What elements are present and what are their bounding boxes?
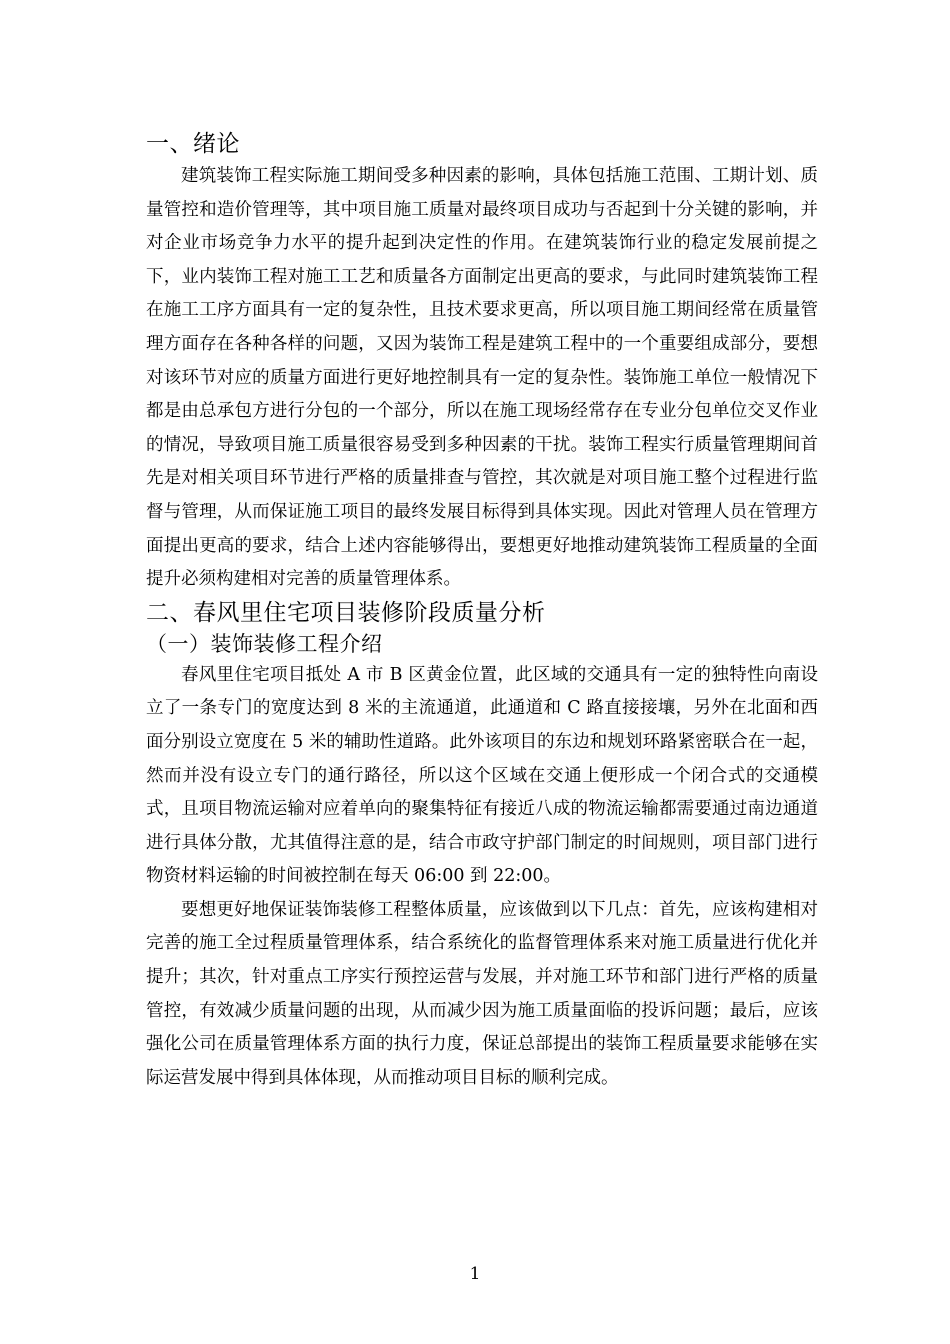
section-heading-introduction: 一、绪论	[146, 131, 240, 157]
page-content	[146, 128, 818, 1095]
subsection-heading-project-introduction: （一）装饰装修工程介绍	[146, 631, 383, 656]
quality-measures-paragraph: 要想更好地保证装饰装修工程整体质量，应该做到以下几点：首先，应该构建相对完善的施工全过程质量管理体系，结合系统化的监督管理体系来对施工质量进行优化并提升；其次，针对重点工序实行预控运营与发展，并对施工环节和部门进行严格的质量管控，有效减少质量问题的出现，从而减少因为施工质量面临的投诉问题；最后，应该强化公司在质量管理体系方面的执行力度，保证总部提出的装饰工程质量要求能够在实际运营发展中得到具体体现，从而推动项目目标的顺利完成。	[146, 899, 818, 1088]
project-location-paragraph: 春风里住宅项目抵处 A 市 B 区黄金位置，此区域的交通具有一定的独特性向南设立了一条专门的宽度达到 8 米的主流通道，此通道和 C 路直接接壤，另外在北面和西面分别设立宽度在 5 米的辅助性道路。此外该项目的东边和规划环路紧密联合在一起，然而并没有设立专门的通行路径，所以这个区域在交通上便形成一个闭合式的交通模式，且项目物流运输对应着单向的聚集特征有接近八成的物流运输都需要通过南边通道进行具体分散，尤其值得注意的是，结合市政守护部门制定的时间规则，项目部门进行物资材料运输的时间被控制在每天 06:00 到 22:00。	[146, 664, 818, 887]
introduction-paragraph: 建筑装饰工程实际施工期间受多种因素的影响，具体包括施工范围、工期计划、质量管控和造价管理等，其中项目施工质量对最终项目成功与否起到十分关键的影响，并对企业市场竞争力水平的提升起到决定性的作用。在建筑装饰行业的稳定发展前提之下，业内装饰工程对施工工艺和质量各方面制定出更高的要求，与此同时建筑装饰工程在施工工序方面具有一定的复杂性，且技术要求更高，所以项目施工期间经常在质量管理方面存在各种各样的问题，又因为装饰工程是建筑工程中的一个重要组成部分，要想对该环节对应的质量方面进行更好地控制具有一定的复杂性。装饰施工单位一般情况下都是由总承包方进行分包的一个部分，所以在施工现场经常存在专业分包单位交叉作业的情况，导致项目施工质量很容易受到多种因素的干扰。装饰工程实行质量管理期间首先是对相关项目环节进行严格的质量排查与管控，其次就是对项目施工整个过程进行监督与管理，从而保证施工项目的最终发展目标得到具体实现。因此对管理人员在管理方面提出更高的要求，结合上述内容能够得出，要想更好地推动建筑装饰工程质量的全面提升必须构建相对完善的质量管理体系。	[146, 166, 818, 590]
section-heading-quality-analysis: 二、春风里住宅项目装修阶段质量分析	[146, 599, 546, 626]
page-number: 1	[469, 1264, 481, 1284]
